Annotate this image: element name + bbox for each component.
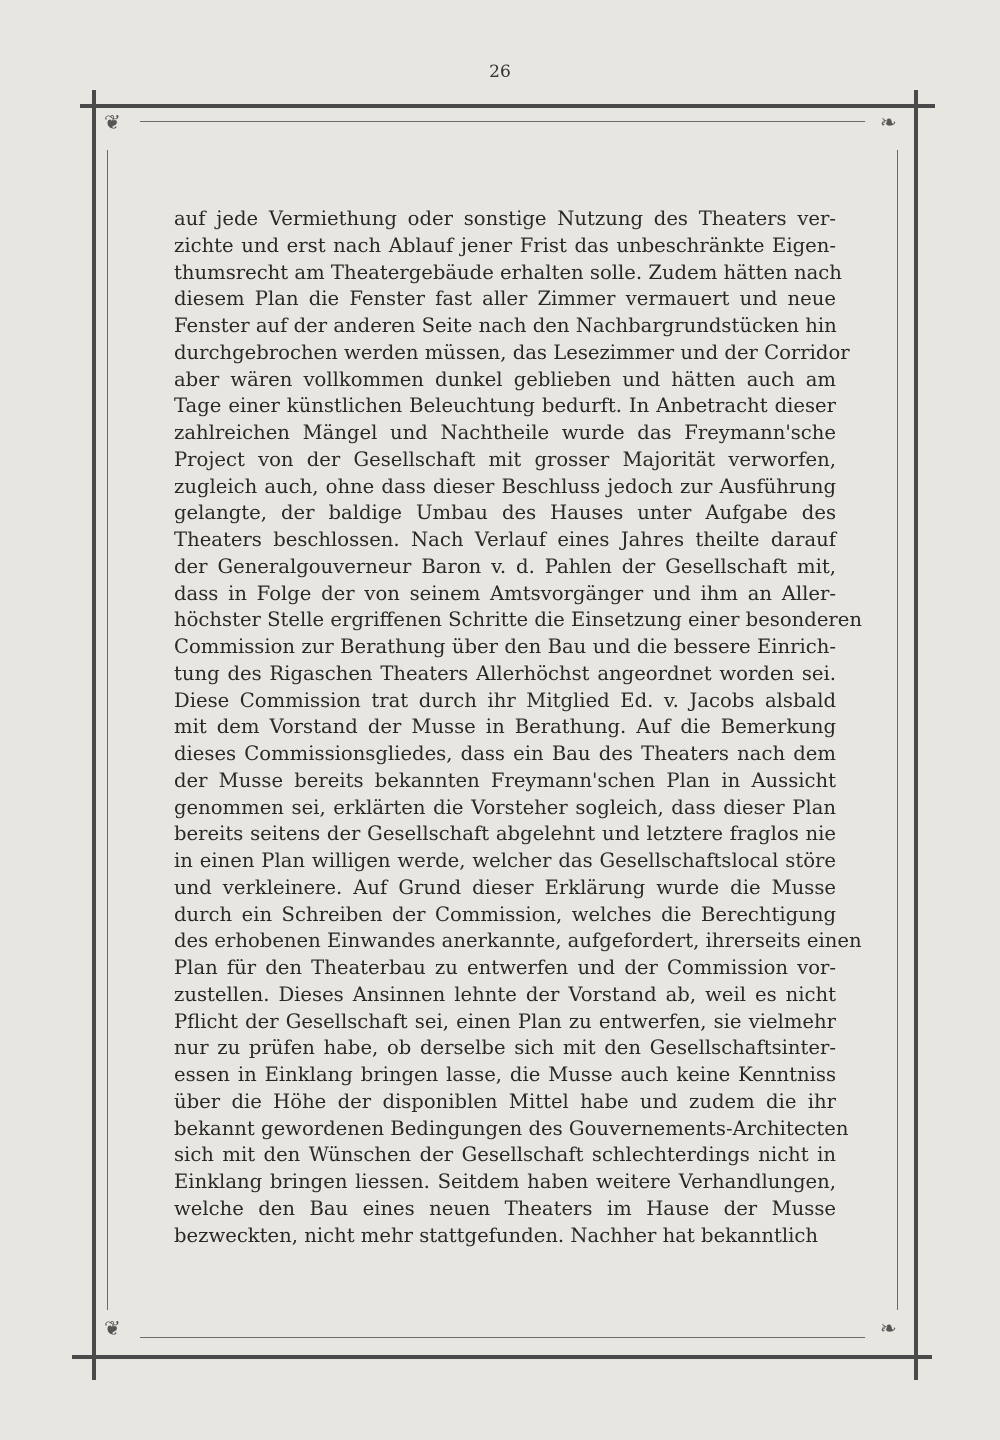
text-line: durch ein Schreiben der Commission, welches die Berechtigung — [174, 902, 836, 926]
text-line: Diese Commission trat durch ihr Mitglied Ed. v. Jacobs alsbald — [174, 688, 836, 712]
corner-ornament-top-right: ❧ — [880, 110, 897, 134]
text-line: Project von der Gesellschaft mit grosser Majorität verworfen, — [174, 447, 836, 471]
text-line: essen in Einklang bringen lasse, die Musse auch keine Kenntniss — [174, 1063, 836, 1086]
text-line: zahlreichen Mängel und Nachtheile wurde das Freymann'sche — [174, 421, 836, 444]
inner-top-rule — [140, 121, 865, 122]
inner-left-rule — [107, 150, 108, 1310]
text-line: bezweckten, nicht mehr stattgefunden. Nachher hat bekanntlich — [174, 1223, 818, 1247]
text-line: der Generalgouverneur Baron v. d. Pahlen der Gesellschaft mit, — [174, 554, 836, 578]
corner-ornament-bottom-left: ❦ — [104, 1316, 121, 1340]
text-line: Pflicht der Gesellschaft sei, einen Plan zu entwerfen, sie vielmehr — [174, 1009, 836, 1033]
text-line: höchster Stelle ergriffenen Schritte die Einsetzung einer besonderen — [174, 608, 862, 632]
text-line: sich mit den Wünschen der Gesellschaft schlechterdings nicht in — [174, 1143, 836, 1167]
text-line: in einen Plan willigen werde, welcher das Gesellschaftslocal störe — [174, 849, 836, 872]
page-number: 26 — [489, 62, 511, 82]
text-line: über die Höhe der disponiblen Mittel habe und zudem die ihr — [174, 1089, 836, 1113]
text-line: bereits seitens der Gesellschaft abgelehnt und letztere fraglos nie — [174, 822, 836, 846]
frame-right-rule — [914, 90, 918, 1380]
text-line: thumsrecht am Theatergebäude erhalten solle. Zudem hätten nach — [174, 260, 842, 284]
text-line: gelangte, der baldige Umbau des Hauses unter Aufgabe des — [174, 501, 836, 525]
text-line: aber wären vollkommen dunkel geblieben und hätten auch am — [174, 367, 836, 391]
text-line: und verkleinere. Auf Grund dieser Erklärung wurde die Musse — [174, 875, 836, 899]
text-line: der Musse bereits bekannten Freymann'schen Plan in Aussicht — [174, 768, 836, 792]
text-line: Einklang bringen liessen. Seitdem haben weitere Verhandlungen, — [174, 1170, 836, 1193]
text-line: bekannt gewordenen Bedingungen des Gouvernements-Architecten — [174, 1116, 849, 1140]
text-line: zugleich auch, ohne dass dieser Beschluss jedoch zur Ausführung — [174, 474, 836, 498]
text-line: genommen sei, erklärten die Vorsteher sogleich, dass dieser Plan — [174, 795, 836, 819]
frame-top-rule — [80, 104, 935, 108]
text-line: zichte und erst nach Ablauf jener Frist das unbeschränkte Eigen- — [174, 233, 836, 257]
text-line: dieses Commissionsgliedes, dass ein Bau des Theaters nach dem — [174, 742, 836, 765]
corner-ornament-top-left: ❦ — [104, 110, 121, 134]
text-line: nur zu prüfen habe, ob derselbe sich mit den Gesellschaftsinter- — [174, 1036, 836, 1060]
text-line: Fenster auf der anderen Seite nach den Nachbargrundstücken hin — [174, 314, 837, 337]
text-line: Theaters beschlossen. Nach Verlauf eines Jahres theilte darauf — [174, 528, 836, 551]
frame-bottom-rule — [72, 1355, 932, 1359]
text-line: durchgebrochen werden müssen, das Lesezimmer und der Corridor — [174, 340, 850, 364]
text-line: Tage einer künstlichen Beleuchtung bedurft. In Anbetracht dieser — [174, 394, 836, 418]
inner-bottom-rule — [140, 1337, 865, 1338]
text-line: mit dem Vorstand der Musse in Berathung. Auf die Bemerkung — [174, 715, 836, 739]
text-line: Commission zur Berathung über den Bau und die bessere Einrich- — [174, 635, 836, 658]
corner-ornament-bottom-right: ❧ — [880, 1316, 897, 1340]
text-line: Plan für den Theaterbau zu entwerfen und der Commission vor- — [174, 956, 836, 979]
frame-left-rule — [92, 90, 96, 1380]
text-line: diesem Plan die Fenster fast aller Zimmer vermauert und neue — [174, 287, 836, 311]
text-line: tung des Rigaschen Theaters Allerhöchst angeordnet worden sei. — [174, 661, 836, 685]
inner-right-rule — [897, 150, 898, 1310]
text-line: auf jede Vermiethung oder sonstige Nutzung des Theaters ver- — [174, 207, 836, 230]
text-line: welche den Bau eines neuen Theaters im Hause der Musse — [174, 1196, 836, 1220]
text-line: des erhobenen Einwandes anerkannte, aufgefordert, ihrerseits einen — [174, 929, 862, 953]
text-line: dass in Folge der von seinem Amtsvorgänger und ihm an Aller- — [174, 581, 836, 605]
body-text — [174, 206, 862, 1249]
text-line: zustellen. Dieses Ansinnen lehnte der Vorstand ab, weil es nicht — [174, 982, 836, 1006]
